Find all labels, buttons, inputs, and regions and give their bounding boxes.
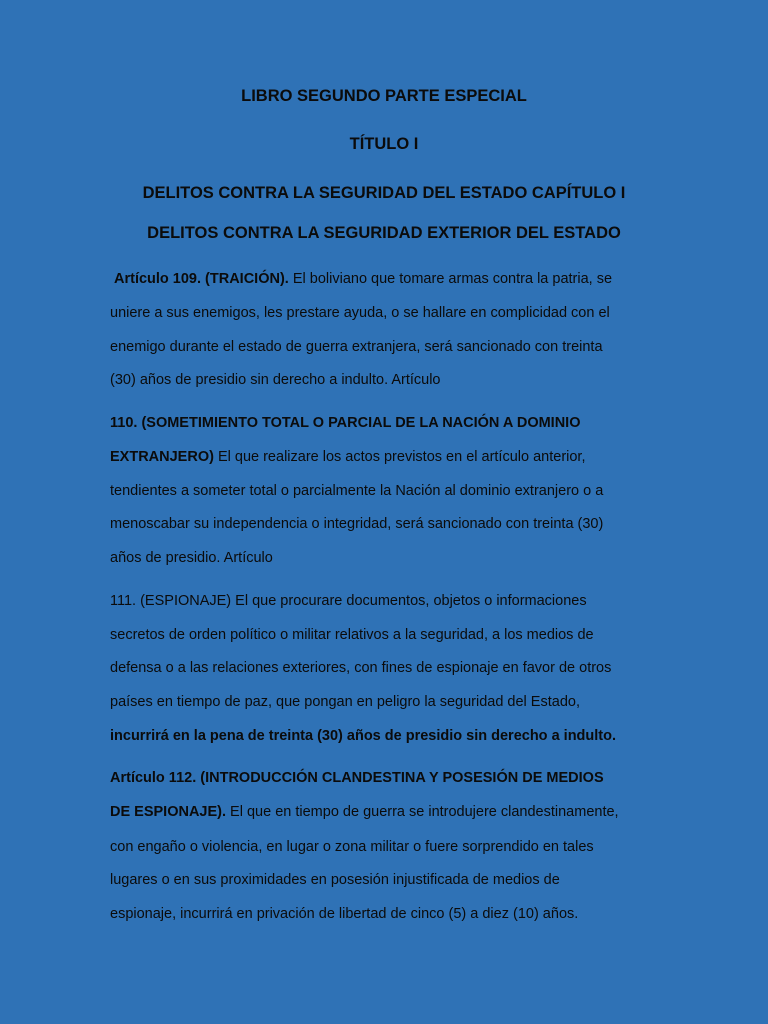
article-109-text: El boliviano que tomare armas contra la patria, se [288, 271, 613, 287]
article-109-line-3: enemigo durante el estado de guerra extranjera, será sancionado con treinta [110, 339, 603, 355]
article-112-line-4: lugares o en sus proximidades en posesión injustificada de medios de [110, 872, 560, 888]
article-110-line-3: tendientes a someter total o parcialmente la Nación al dominio extranjero o a [110, 483, 604, 499]
article-112-line-2 [110, 803, 619, 821]
article-109-label: Artículo 109. (TRAICIÓN). [114, 271, 289, 287]
article-112-line-5: espionaje, incurrirá en privación de libertad de cinco (5) a diez (10) años. [110, 906, 579, 922]
article-110-line-2 [110, 448, 586, 466]
article-110-label-cont: EXTRANJERO) [110, 449, 214, 465]
article-112-text: El que en tiempo de guerra se introdujere clandestinamente, [226, 804, 619, 820]
chapter-heading: DELITOS CONTRA LA SEGURIDAD DEL ESTADO CAPÍTULO I [142, 184, 626, 202]
article-111-line-4: países en tiempo de paz, que pongan en peligro la seguridad del Estado, [110, 694, 580, 710]
subchapter-heading: DELITOS CONTRA LA SEGURIDAD EXTERIOR DEL ESTADO [147, 224, 621, 242]
article-111-penalty: incurrirá en la pena de treinta (30) años de presidio sin derecho a indulto. [110, 728, 617, 744]
article-109-line-4: (30) años de presidio sin derecho a indulto. Artículo [110, 372, 441, 388]
article-112-line-3: con engaño o violencia, en lugar o zona militar o fuere sorprendido en tales [110, 839, 594, 855]
article-112-label-cont: DE ESPIONAJE). [110, 804, 227, 820]
article-111-line-5 [110, 727, 616, 745]
title-heading: TÍTULO I [349, 135, 419, 153]
article-112-line-1 [110, 769, 604, 787]
article-110-line-1 [110, 414, 580, 432]
article-110-line-4: menoscabar su independencia o integridad, será sancionado con treinta (30) [110, 516, 604, 532]
book-heading: LIBRO SEGUNDO PARTE ESPECIAL [241, 87, 527, 105]
article-111-line-1: 111. (ESPIONAJE) El que procurare documentos, objetos o informaciones [110, 593, 587, 609]
article-111-line-3: defensa o a las relaciones exteriores, con fines de espionaje en favor de otros [110, 660, 612, 676]
article-110-label: 110. (SOMETIMIENTO TOTAL O PARCIAL DE LA NACIÓN A DOMINIO [110, 415, 581, 431]
article-109-line-1 [114, 270, 612, 288]
article-112-label: Artículo 112. (INTRODUCCIÓN CLANDESTINA Y POSESIÓN DE MEDIOS [110, 770, 604, 786]
article-110-line-5: años de presidio. Artículo [110, 550, 273, 566]
article-109-line-2: uniere a sus enemigos, les prestare ayuda, o se hallare en complicidad con el [110, 305, 610, 321]
article-110-text: El que realizare los actos previstos en el artículo anterior, [213, 449, 586, 465]
article-111-line-2: secretos de orden político o militar relativos a la seguridad, a los medios de [110, 627, 594, 643]
